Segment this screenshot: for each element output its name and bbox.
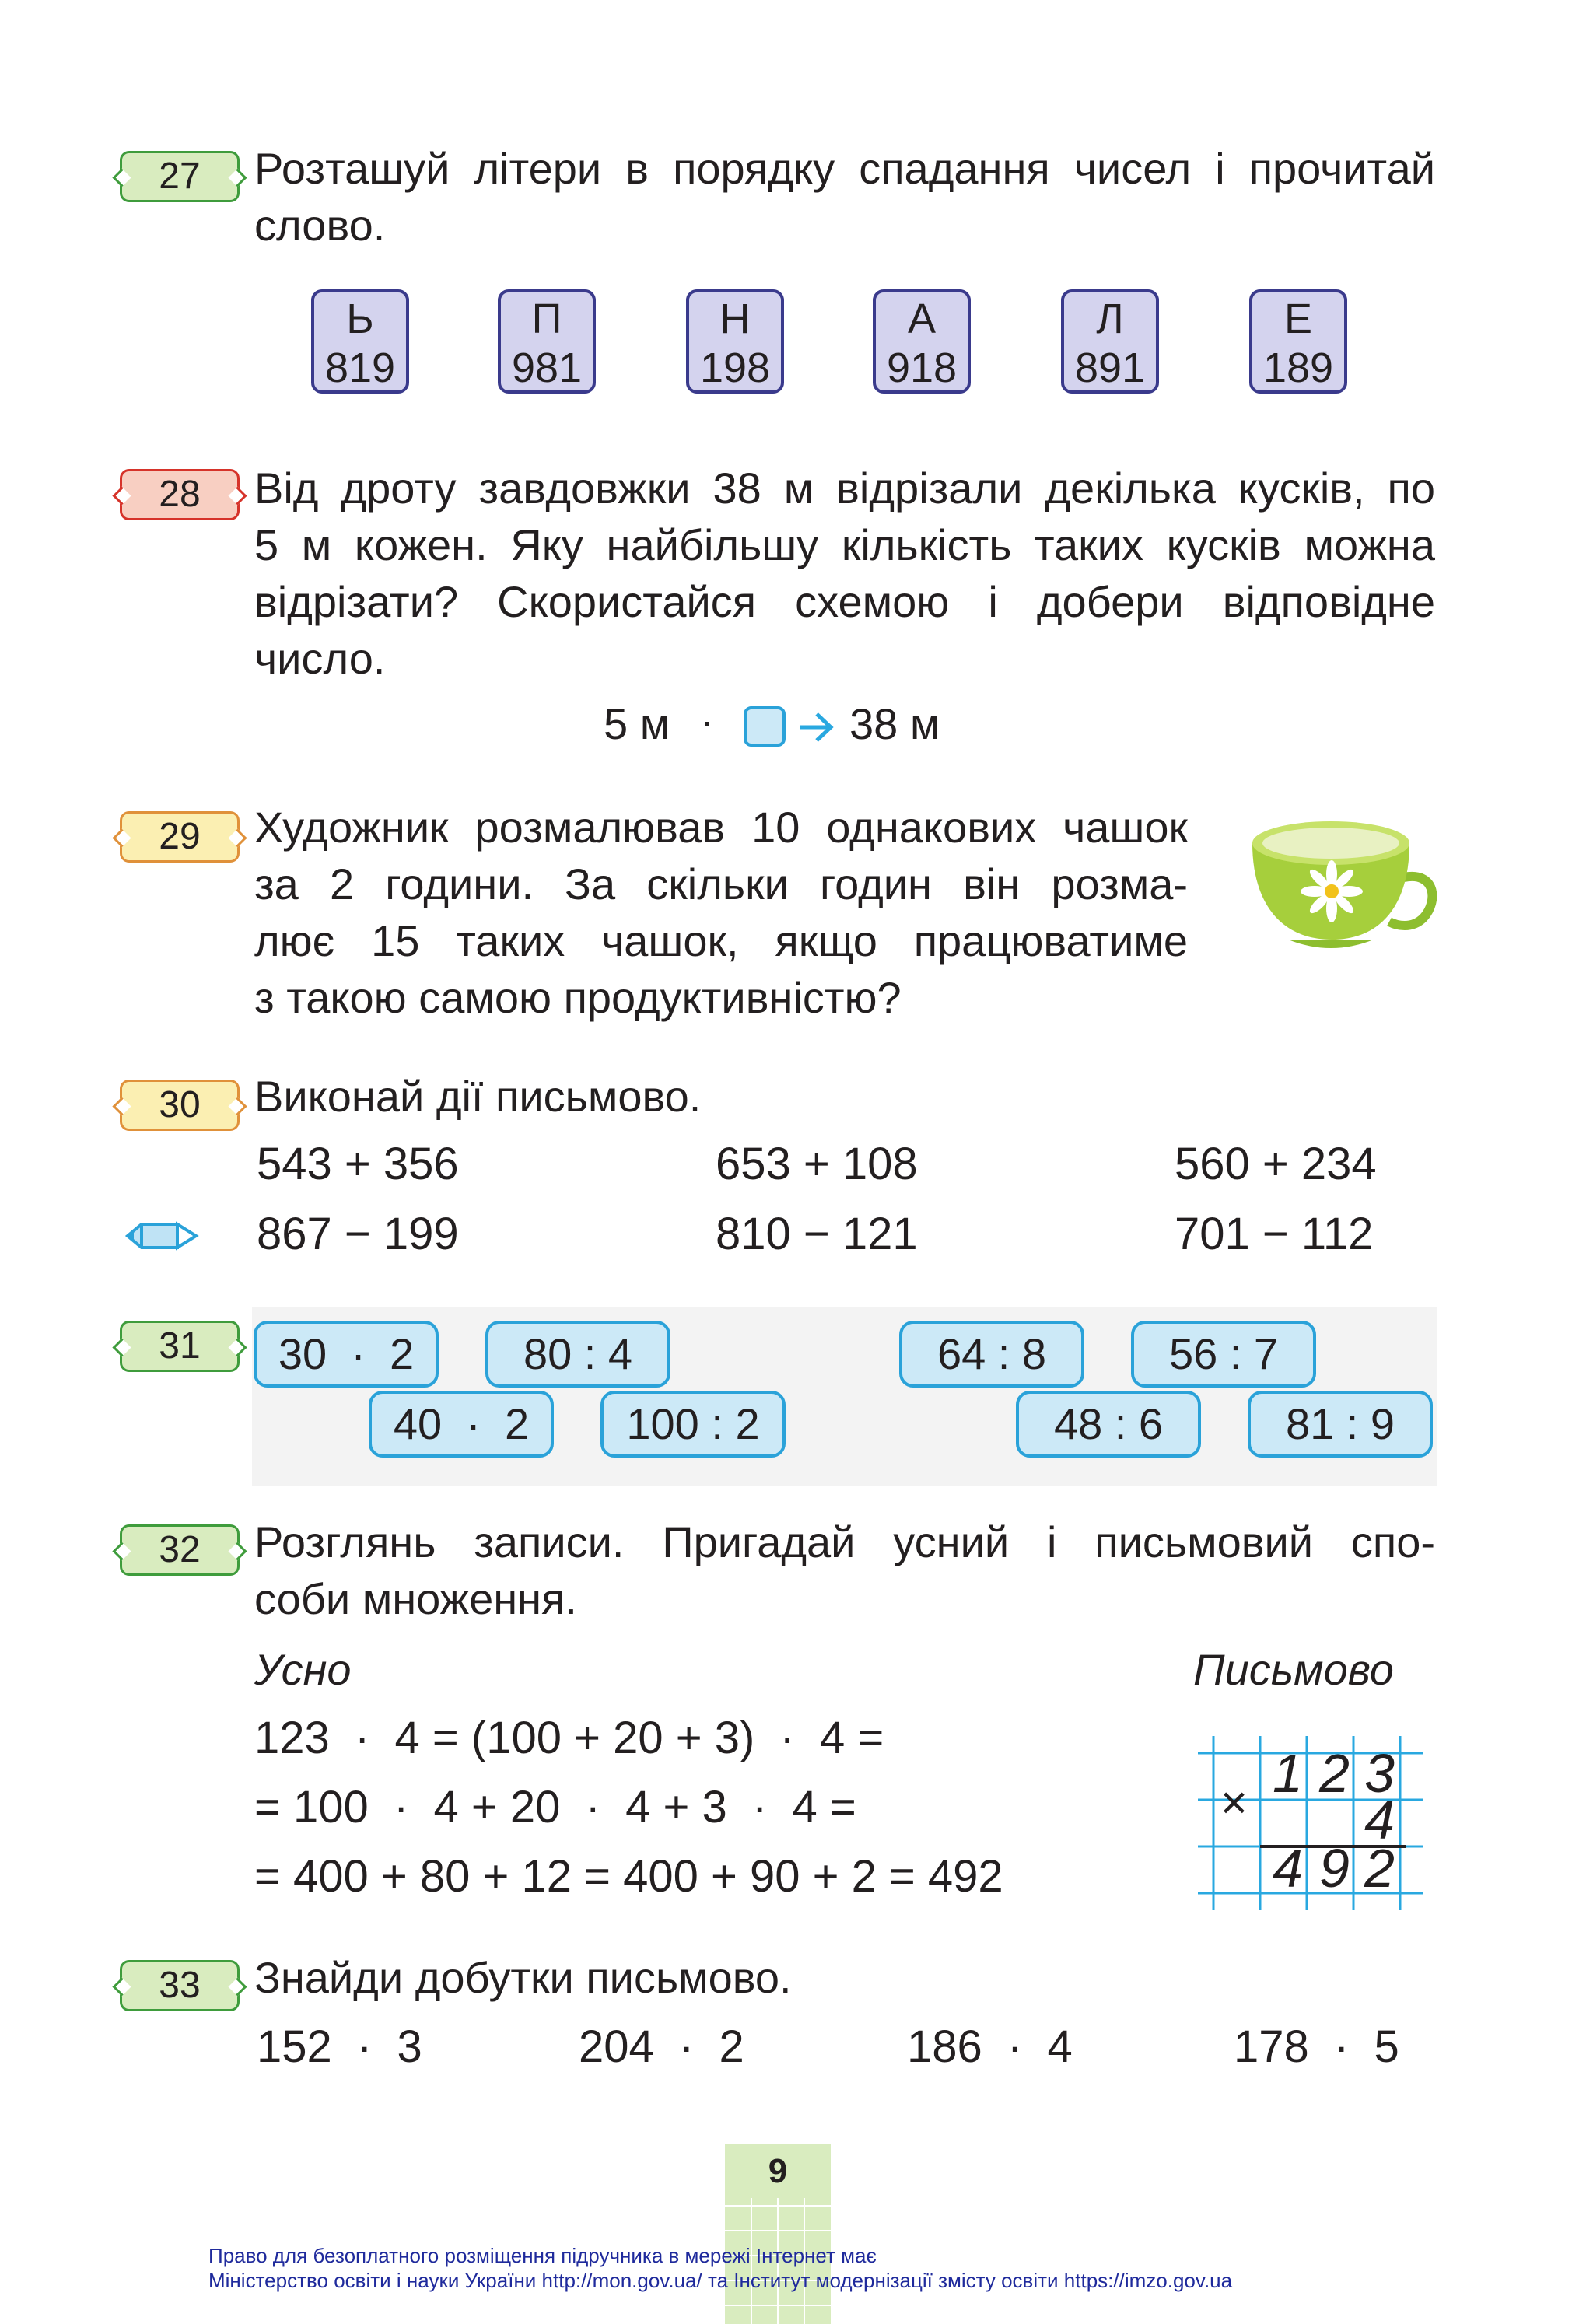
exercise-30-title: Виконай дії письмово. [254,1072,702,1121]
expression-box: 40 · 2 [369,1391,554,1458]
exercise-32-text: Розглянь записи. Пригадай усний і письмовий спо- соби множення. [254,1517,1435,1623]
expression: 186 · 4 [907,2021,1073,2072]
oral-line: = 100 · 4 + 20 · 4 + 3 · 4 = [254,1782,856,1832]
multiply-dot: · [700,696,715,745]
digit: 9 [1319,1838,1350,1899]
exercise-number-badge: 27 [120,151,240,202]
expression-box: 64 : 8 [899,1321,1084,1388]
written-label: Письмово [1193,1645,1394,1694]
expression: 701 − 112 [1175,1209,1374,1259]
exercise-27-text: Розташуй літери в порядку спадання чисел і прочитай слово. [254,144,1435,250]
pencil-icon [121,1218,199,1254]
arrow-right-icon [796,709,837,745]
expression: 810 − 121 [716,1209,918,1259]
exercise-33-title: Знайди добутки письмово. [254,1953,792,2002]
exercise-number-badge: 33 [120,1960,240,2011]
letter-card: П 981 [498,289,596,394]
exercise-number-badge: 28 [120,469,240,520]
expression-box: 80 : 4 [485,1321,670,1388]
answer-box [744,706,786,747]
oral-label: Усно [254,1645,352,1694]
expression: 543 + 356 [257,1139,459,1189]
expression: 204 · 2 [579,2021,744,2072]
digit: 4 [1273,1838,1303,1899]
letter-card: Л 891 [1061,289,1159,394]
digit: 3 [1364,1743,1395,1804]
exercise-29-text: Художник розмалював 10 однакових чашок за 2 години. За скільки годин він розма- лює 15 таких чашок, якщо працюватиме з такою самою продуктивністю? [254,803,1188,1022]
expression: 653 + 108 [716,1139,918,1189]
letter-card: Н 198 [686,289,784,394]
letter-card: Ь 819 [311,289,409,394]
page-number: 9 [768,2152,788,2190]
exercise-number-badge: 31 [120,1321,240,1372]
expression-box: 30 · 2 [254,1321,439,1388]
footer-line: Право для безоплатного розміщення підручника в мережі Інтернет має [208,2244,877,2267]
digit: 4 [1364,1790,1395,1850]
digit: 1 [1273,1743,1303,1804]
letter-card: Е 189 [1249,289,1347,394]
expression: 867 − 199 [257,1209,459,1259]
expression: 178 · 5 [1234,2021,1399,2072]
scheme-right: 38 м [849,699,940,748]
letter-card: А 918 [873,289,971,394]
exercise-number-badge: 29 [120,811,240,863]
exercise-number-badge: 30 [120,1080,240,1131]
expression-box: 81 : 9 [1248,1391,1433,1458]
oral-line: = 400 + 80 + 12 = 400 + 90 + 2 = 492 [254,1851,1003,1902]
scheme-left: 5 м [604,699,670,748]
oral-line: 123 · 4 = (100 + 20 + 3) · 4 = [254,1713,884,1763]
exercise-number-badge: 32 [120,1524,240,1576]
expression: 560 + 234 [1175,1139,1377,1189]
times-sign: × [1220,1776,1248,1829]
expression-box: 48 : 6 [1016,1391,1201,1458]
written-multiplication [1198,1736,1423,1910]
expression-box: 100 : 2 [600,1391,786,1458]
cup-icon [1245,809,1439,957]
page-number-block [725,2144,831,2324]
exercise-28-text: Від дроту завдовжки 38 м відрізали декілька кусків, по 5 м кожен. Яку найбільшу кількість таких кусків можна відрізати? Скористайся схемою і добери відповідне число. [254,464,1435,683]
digit: 2 [1319,1743,1350,1804]
expression-box: 56 : 7 [1131,1321,1316,1388]
digit: 2 [1364,1838,1395,1899]
expression: 152 · 3 [257,2021,422,2072]
footer-line: Міністерство освіти і науки України http://mon.gov.ua/ та Інститут модернізації змісту освіти https://imzo.gov.ua [208,2269,1233,2292]
